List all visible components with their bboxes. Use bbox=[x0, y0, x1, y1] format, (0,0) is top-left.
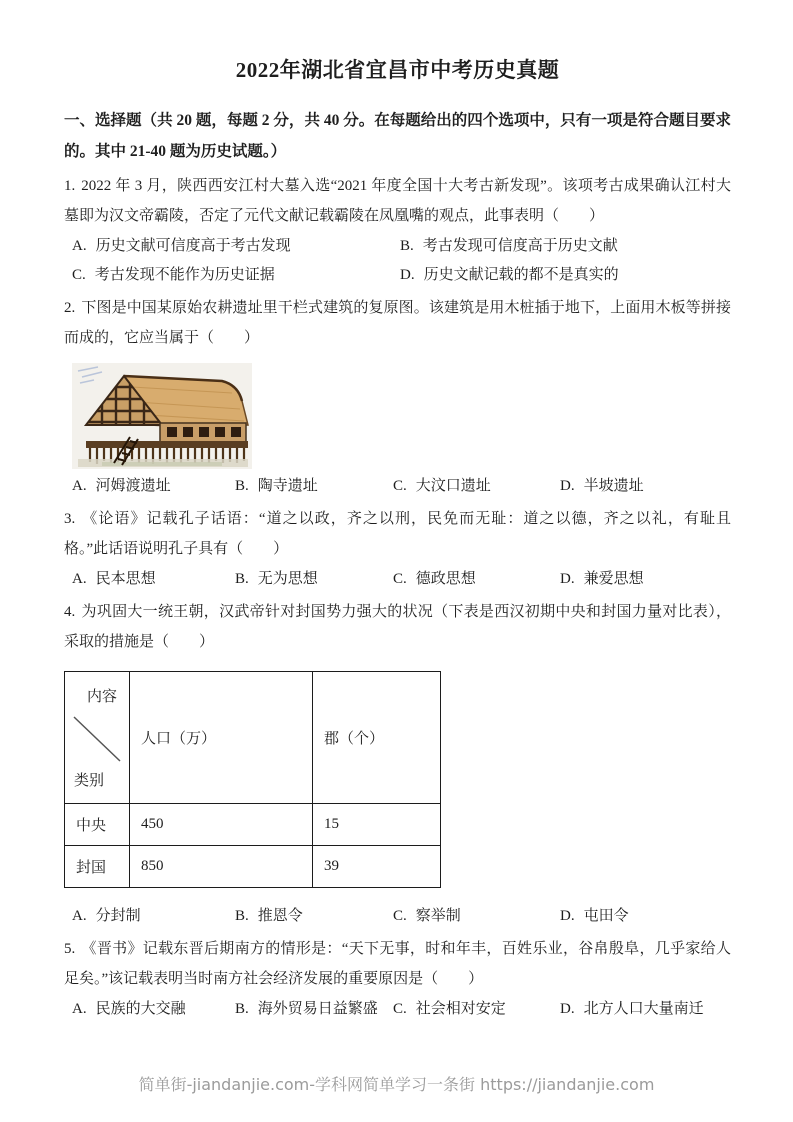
question-4-options bbox=[64, 902, 731, 931]
corner-label-category: 类别 bbox=[74, 773, 105, 789]
option-3-c: C. 德政思想 bbox=[393, 571, 476, 587]
row-central-category: 中央 bbox=[65, 804, 130, 846]
row-fiefdom-category: 封国 bbox=[65, 846, 130, 888]
option-5-b: B. 海外贸易日益繁盛 bbox=[235, 1001, 378, 1017]
watermark-footer: 简单街-jiandanjie.com-学科网简单学习一条街 https://jiandanjie.com bbox=[138, 1075, 655, 1094]
option-4-c: C. 察举制 bbox=[393, 908, 461, 924]
page-title: 2022年湖北省宜昌市中考历史真题 bbox=[235, 58, 560, 82]
corner-label-content: 内容 bbox=[87, 689, 118, 705]
option-2-d: D. 半坡遗址 bbox=[560, 478, 644, 494]
question-1-body: 2022 年 3 月，陕西西安江村大墓入选“2021 年度全国十大考古新发现”。该项考古成果确认江村大墓即为汉文帝霸陵，否定了元代文献记载霸陵在凤凰嘴的观点，此事表明（ ） bbox=[64, 178, 731, 224]
option-2-c: C. 大汶口遗址 bbox=[393, 478, 491, 494]
question-5-body: 《晋书》记载东晋后期南方的情形是：“天下无事，时和年丰，百姓乐业，谷帛殷阜，几乎家给人足矣。”该记载表明当时南方社会经济发展的重要原因是（ ） bbox=[64, 941, 731, 987]
option-3-d: D. 兼爱思想 bbox=[560, 571, 644, 587]
question-5-options bbox=[64, 995, 731, 1024]
question-2-options bbox=[64, 472, 731, 501]
question-5-text bbox=[64, 934, 731, 994]
stilt-house-illustration bbox=[72, 363, 252, 469]
question-1-options bbox=[64, 232, 731, 290]
question-2-body: 下图是中国某原始农耕遗址里干栏式建筑的复原图。该建筑是用木桩插于地下，上面用木板等拼接而成的，它应当属于（ ） bbox=[64, 300, 731, 346]
option-1-b: B. 考古发现可信度高于历史文献 bbox=[400, 238, 618, 254]
comparison-table bbox=[64, 671, 441, 888]
question-3-number: 3. bbox=[64, 511, 76, 527]
question-1-text bbox=[64, 171, 731, 231]
option-1-a: A. 历史文献可信度高于考古发现 bbox=[72, 238, 291, 254]
option-4-b: B. 推恩令 bbox=[235, 908, 303, 924]
section-header: 一、选择题（共 20 题，每题 2 分，共 40 分。在每题给出的四个选项中，只有一项是符合题目要求的。其中 21-40 题为历史试题。） bbox=[64, 112, 731, 160]
option-1-d: D. 历史文献记载的都不是真实的 bbox=[400, 267, 619, 283]
row-central-population: 450 bbox=[130, 804, 313, 846]
option-3-a: A. 民本思想 bbox=[72, 571, 156, 587]
option-5-d: D. 北方人口大量南迁 bbox=[560, 1001, 704, 1017]
table-header-row bbox=[65, 672, 441, 804]
question-3-text bbox=[64, 504, 731, 564]
option-4-d: D. 屯田令 bbox=[560, 908, 629, 924]
option-5-c: C. 社会相对安定 bbox=[393, 1001, 506, 1017]
table-col-header-population: 人口（万） bbox=[130, 672, 313, 804]
table-row-fiefdom bbox=[65, 846, 441, 888]
question-4-number: 4. bbox=[64, 604, 76, 620]
question-4-text bbox=[64, 597, 731, 657]
option-5-a: A. 民族的大交融 bbox=[72, 1001, 186, 1017]
option-1-c: C. 考古发现不能作为历史证据 bbox=[72, 267, 275, 283]
question-4-body: 为巩固大一统王朝，汉武帝针对封国势力强大的状况（下表是西汉初期中央和封国力量对比表），采取的措施是（ ） bbox=[64, 604, 731, 650]
row-fiefdom-jun: 39 bbox=[313, 846, 441, 888]
question-5-number: 5. bbox=[64, 941, 76, 957]
option-3-b: B. 无为思想 bbox=[235, 571, 318, 587]
question-1-number: 1. bbox=[64, 178, 76, 194]
table-corner-cell bbox=[65, 672, 130, 804]
row-fiefdom-population: 850 bbox=[130, 846, 313, 888]
question-3-options bbox=[64, 565, 731, 594]
table-col-header-jun: 郡（个） bbox=[313, 672, 441, 804]
question-2-number: 2. bbox=[64, 300, 76, 316]
table-row-central bbox=[65, 804, 441, 846]
question-3-body: 《论语》记载孔子话语：“道之以政，齐之以刑，民免而无耻：道之以德，齐之以礼，有耻且格。”此话语说明孔子具有（ ） bbox=[64, 511, 731, 557]
row-central-jun: 15 bbox=[313, 804, 441, 846]
option-4-a: A. 分封制 bbox=[72, 908, 141, 924]
option-2-b: B. 陶寺遗址 bbox=[235, 478, 318, 494]
question-2-text bbox=[64, 293, 731, 353]
option-2-a: A. 河姆渡遗址 bbox=[72, 478, 171, 494]
